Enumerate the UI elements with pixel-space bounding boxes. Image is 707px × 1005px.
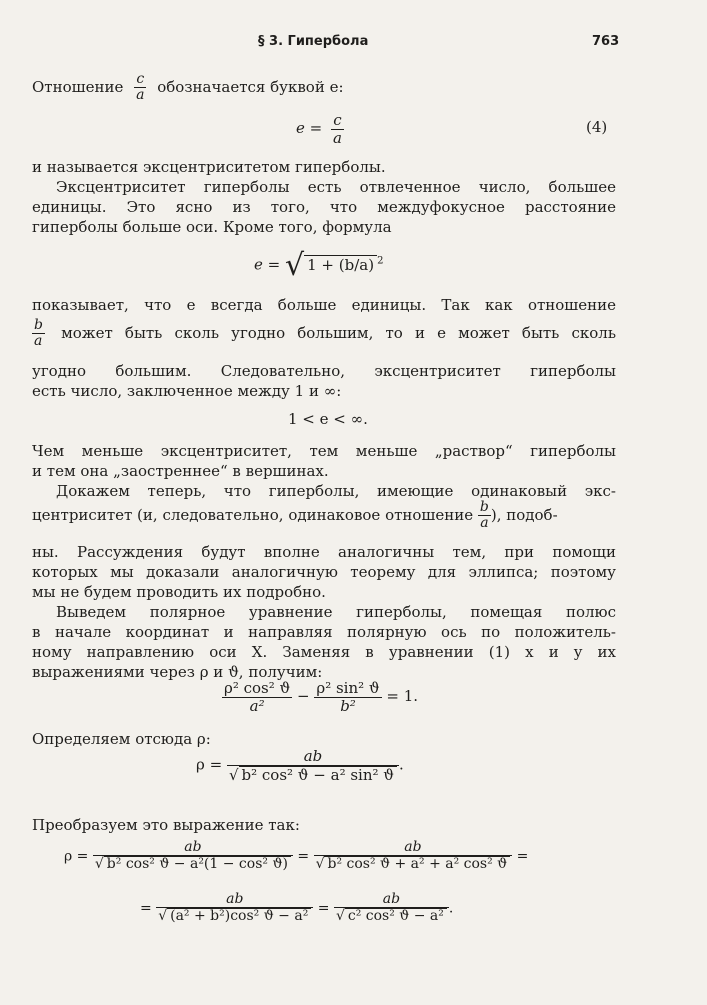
formula-rho-2b: = $\frac{ab}{\text{√ (a² + b²)cos² ϑ − a²}}$ = $\frac{ab}{\text{√ c² cos² ϑ − a²}}$ . bbox=[140, 891, 454, 925]
formula-rho-2a: ρ = $\frac{ab}{\text{√ b² cos² ϑ − a²(1 − cos² ϑ)}}$ = $\frac{ab}{\text{√ b² cos² ϑ + a² + a² cos² ϑ}}$ = bbox=[64, 839, 529, 873]
text-line: показывает, что e всегда больше единицы. Так как отношение bbox=[32, 296, 616, 314]
text-line: единицы. Это ясно из того, что междуфокусное расстояние bbox=[32, 198, 616, 216]
text-line: ны. Рассуждения будут вполне аналогичны тем, при помощи bbox=[32, 543, 616, 561]
formula-eccentricity-sqrt: e = √ 1 + (b/a) $^2$ bbox=[254, 248, 384, 283]
text-line: угодно большим. Следовательно, эксцентриситет гиперболы bbox=[32, 362, 616, 380]
text-line: Выведем полярное уравнение гиперболы, помещая полюс bbox=[56, 603, 616, 621]
text-line: которых мы доказали аналогичную теорему для эллипса; поэтому bbox=[32, 563, 616, 581]
text-line: центриситет (и, следовательно, одинаковое отношение $\frac{b}{a}$ ), подоб- bbox=[32, 499, 558, 532]
text-line: мы не будем проводить их подробно. bbox=[32, 583, 326, 601]
formula-polar-equation: $\frac{\text{ρ² cos² ϑ}}{\text{a²}}$ − $\frac{\text{ρ² sin² ϑ}}{\text{b²}}$ = 1. bbox=[224, 679, 419, 715]
text-line: Чем меньше эксцентриситет, тем меньше „раствор“ гиперболы bbox=[32, 442, 616, 460]
fraction-c-over-a: $\frac{c}{a}$ bbox=[136, 71, 145, 104]
text-line: $\frac{b}{a}$ может быть сколь угодно большим, то и e может быть сколь bbox=[34, 317, 616, 350]
formula-inequality: 1 < e < ∞. bbox=[288, 410, 368, 428]
text-line: в начале координат и направляя полярную ось по положитель- bbox=[32, 623, 616, 641]
text-line: гиперболы больше оси. Кроме того, формула bbox=[32, 218, 392, 236]
page-number: 763 bbox=[592, 34, 620, 49]
text-line: выражениями через ρ и ϑ, получим: bbox=[32, 663, 323, 681]
section-header: § 3. Гипербола bbox=[258, 34, 369, 49]
text-line: Эксцентриситет гиперболы есть отвлеченное число, большее bbox=[56, 178, 616, 196]
text-line: Преобразуем это выражение так: bbox=[32, 816, 300, 834]
formula-4: e = $\frac{c}{a}$ bbox=[296, 111, 342, 147]
text-line: Докажем теперь, что гиперболы, имеющие одинаковый экс- bbox=[56, 482, 616, 500]
text-line: и тем она „заостреннее“ в вершинах. bbox=[32, 462, 329, 480]
text-line: есть число, заключенное между 1 и ∞: bbox=[32, 382, 342, 400]
text-line: и называется эксцентриситетом гиперболы. bbox=[32, 158, 386, 176]
formula-rho-1: ρ = $\frac{ab}{\text{√ b² cos² ϑ − a² sin² ϑ}}$ . bbox=[196, 747, 404, 784]
text-line: Отношение $\frac{c}{a}$ обозначается буквой e: bbox=[32, 71, 344, 104]
text-line: ному направлению оси X. Заменяя в уравнении (1) x и y их bbox=[32, 643, 616, 661]
formula-tag: (4) bbox=[586, 118, 608, 136]
text-line: Определяем отсюда ρ: bbox=[32, 730, 211, 748]
